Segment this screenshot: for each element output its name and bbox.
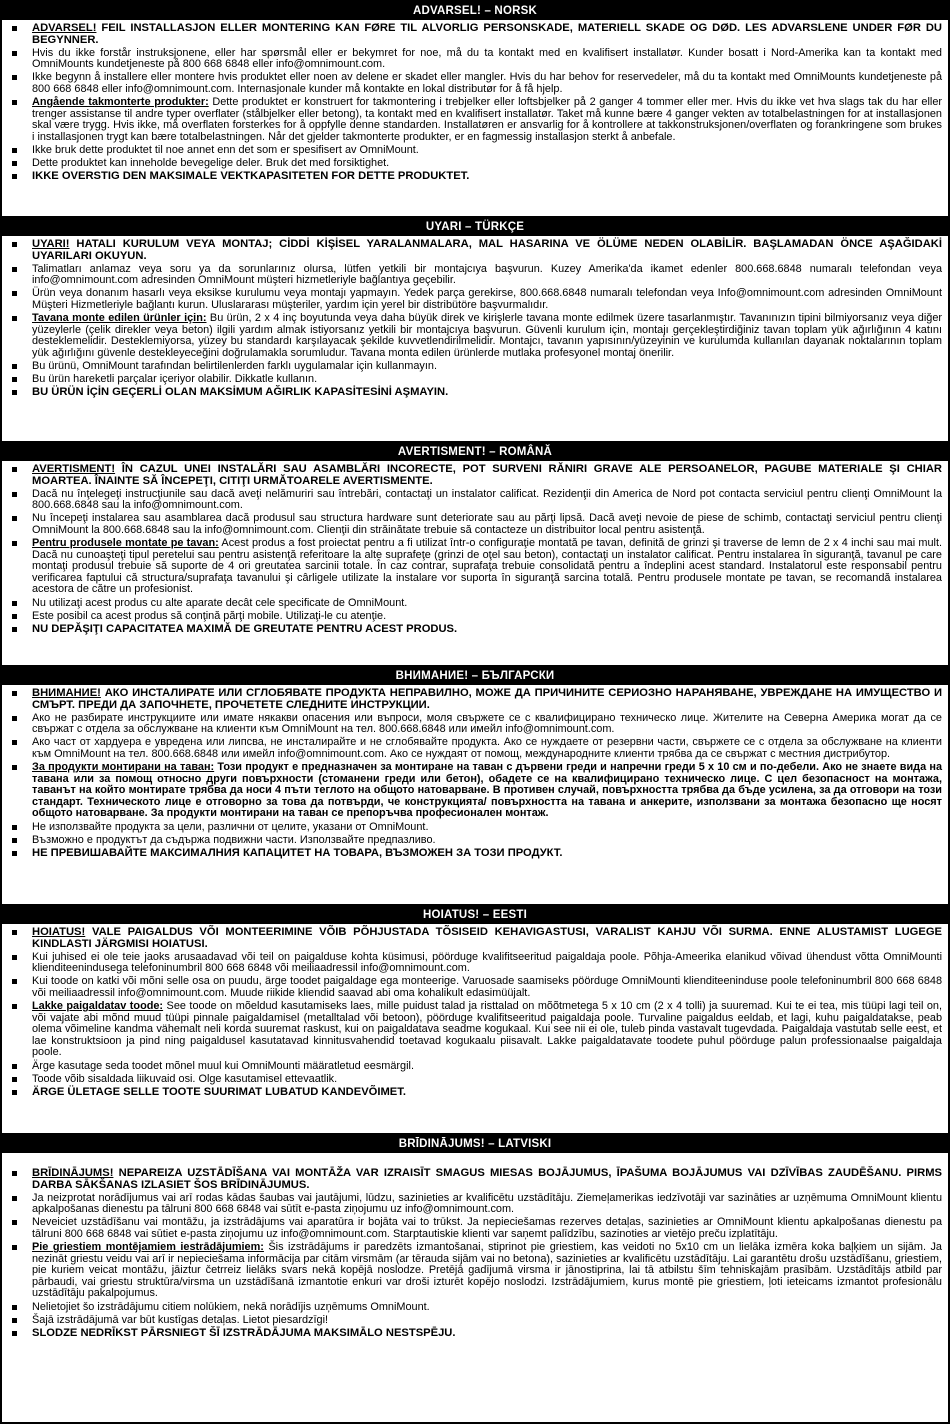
section-header: AVERTISMENT! – ROMÂNĂ [2,443,948,461]
bullet-icon [12,691,17,696]
warning-item [6,1001,942,1059]
item-text: See toode on mõeldud kasutamiseks laes, mille puidust talad ja risttalad on mõõtmetega 5 x 10 cm (2 x 4 tolli) ja suuremad. Kui te ei tea, mis tüüpi lagi teil on, või vajate abi mõnd muud tüüpi pinnale paigaldamisel (metalltalad või betoon), pöörduge kvalifitseeritud paigaldaja poole. Turvaline paigaldus eeldab, et lagi, kuhu paigaldatakse, peab olema võimeline kandma vähemalt neli korda suuremat raskust, kui on paigaldatava seadme kogukaal. Kui see nii ei ole, tuleb pinda vastavalt tugevdada. Paigaldaja vastutab selle eest, et lae konstruktsioon ja pind ning paigaldusel kasutatavad kinnitusvahendid toetavad kogukaalu piisavalt. Lakke paigaldatavate toodete puhul pöörduge palun professionaalse paigaldaja poole. [32,1000,942,1059]
item-lead: AVERTISMENT! [32,463,116,475]
item-text: HATALI KURULUM VEYA MONTAJ; CİDDİ KİŞİSEL YARALANMALARA, MAL HASARINA VE ÖLÜME NEDEN OLABİLİR. BAŞLAMADAN ÖNCE AŞAĞIDAKİ UYARILARI OKUYUN. [32,238,942,262]
warning-item [6,288,942,311]
item-lead: UYARI! [32,238,70,250]
item-text: Este posibil ca acest produs să conţină părţi mobile. Utilizaţi-le cu atenţie. [32,609,387,622]
bullet-icon [12,541,17,546]
warning-item [6,361,942,373]
spacer [2,1153,948,1165]
bullet-icon [12,627,17,632]
warning-item [6,927,942,950]
warning-item [6,1302,942,1314]
section-header: HOIATUS! – EESTI [2,906,948,924]
bullet-icon [12,765,17,770]
warning-item [6,1217,942,1240]
section-eesti [2,906,948,1135]
item-text: Ikke begynn å installere eller montere hvis produktet eller noen av delene er skadet eller mangler. Hvis du har behov for reservedeler, må du ta kontakt med OmniMounts kundetjeneste på 800 668 6848 eller info@omnimount.com. Internasjonale kunder må kontakte en lokal distributør for å få hjelp. [32,71,942,95]
warning-item [6,513,942,536]
warning-item [6,822,942,834]
item-text: Dette produktet kan inneholde bevegelige deler. Bruk det med forsiktighet. [32,157,390,170]
bullet-icon [12,467,17,472]
item-text: IKKE OVERSTIG DEN MAKSIMALE VEKTKAPASITETEN FOR DETTE PRODUKTET. [32,170,470,183]
warning-list [2,461,948,639]
warning-item [6,611,942,623]
bullet-icon [12,1220,17,1225]
item-text: Toode võib sisaldada liikuvaid osi. Olge kasutamisel ettevaatlik. [32,1072,338,1085]
section-turkce [2,218,948,443]
item-lead: BRĪDINĀJUMS! [32,1167,114,1179]
warning-item [6,264,942,287]
bullet-icon [12,100,17,105]
warning-list [2,924,948,1102]
warning-item [6,23,942,46]
bullet-icon [12,161,17,166]
warning-item [6,1328,942,1340]
item-text: Ja neizprotat norādījumus vai arī rodas kādas šaubas vai jautājumi, lūdzu, sazinieties ar kvalificētu uzstādītāju. Ziemeļamerikas iedzīvotāji var sazināties ar uzņēmuma OmniMount klientu apkalpošanas dienestu pa tālruni 800 668 6848 vai sūtīt e-pasta ziņojumu uz info@omnimount.com. [32,1191,942,1216]
bullet-icon [12,955,17,960]
item-text: Acest produs a fost proiectat pentru a fi utilizat într-o configuraţie montată pe tavan, definită de grinzi şi traverse de lemn de 2 x 4 inchi sau mai mult. Dacă nu cunoaşteţi tipul peretelui sau pentru asistenţă referitoare la alte suprafeţe (grinzi de oţel sau beton), contactaţi un instalator calificat. Pentru instalarea în siguranţă, tavanul pe care montaţi produsul trebuie să suporte de 4 ori greutatea sarcinii totale. În caz contrar, suprafaţa trebuie consolidată pentru a îndeplini acest standard. Instalatorul este responsabil pentru verificarea faptului că structura/suprafaţa tavanului şi cârligele utilizate la instalare vor suporta în siguranţă sarcina totală. Pentru produsele montate pe tavan, se recomandă instalarea acestora de către un profesionist. [32,537,942,596]
warning-item [6,737,942,760]
bullet-icon [12,838,17,843]
item-text: SLODZE NEDRĪKST PĀRSNIEGT ŠĪ IZSTRĀDĀJUMA MAKSIMĀLO NESTSPĒJU. [32,1326,456,1339]
item-text: Šis izstrādājums ir paredzēts izmantošanai, stiprinot pie griestiem, kas veidoti no 5x10 cm un lielāka izmēra koka baļķiem un sijām. Ja nezināt griestu veidu vai arī ir nepieciešama informācija par citām virsmām (ar tēraudа sijām vai no betona), sazinieties ar kvalificētu uzstādītāju. Lai garantētu drošu uzstādīšanu, griestiem, pie kuriem veicat montāžu, jāiztur četrreiz lielāks svars nekā kopējā noslodze. Pretējā gadījumā virsma ir jānostiprina, lai tā atbilstu šīm tehniskajām prasībām. Uzstādītājs atbild par pārbaudi, vai griestu struktūra/virsma un uzstādīšanā izmantotie enkuri var droši izturēt kopējo noslodzi. Izstrādājumiem, kurus montē pie griestiem, ļoti ieteicams izmantot profesionālu uzstādītāju pakalpojumus. [32,1241,942,1300]
bullet-icon [12,516,17,521]
warning-item [6,1074,942,1086]
bullet-icon [12,601,17,606]
item-text: Ärge kasutage seda toodet mõnel muul kui OmniMounti määratletud eesmärgil. [32,1059,414,1072]
warning-item [6,713,942,736]
warning-list [2,20,948,186]
bullet-icon [12,740,17,745]
bullet-icon [12,267,17,272]
warning-list [2,236,948,402]
bullet-icon [12,1245,17,1250]
warning-item [6,239,942,262]
section-header: BRĪDINĀJUMS! – LATVISKI [2,1135,948,1153]
bullet-icon [12,614,17,619]
warning-item [6,171,942,183]
item-text: Dette produktet er konstruert for takmontering i trebjelker eller loftsbjelker på 2 ganger 4 tommer eller mer. Hvis du ikke vet hva slags tak du har eller trenger assistanse til andre typer overflater (stålbjelker eller betong), ta kontakt med en kvalifisert installatør. Taket må kunne bære 4 ganger vekten av totalbelastningen for at installasjonen skal være trygg. Hvis ikke, må overflaten forsterkes for å oppfylle denne standarden. Installatøren er ansvarlig for å kontrollere at takkonstruksjonen/overflaten og forankringene som brukes i installasjonen trygt kan bære totalbelastningen. Når det gjelder takmonterte produkter, er en fagmessig installasjon sterkt å anbefale. [32,96,943,143]
item-text: Talimatları anlamaz veya soru ya da sorunlarınız olursa, lütfen yetkili bir montajcıya başvurun. Kuzey Amerika'da ikamet edenler 800.668.6848 numaralı telefondan veya info@omnimount.com adresinden OmniMount müşteri hizmetleriyle bağlantıya geçebilir. [32,262,942,287]
warning-item [6,72,942,95]
warning-item [6,1242,942,1300]
warning-item [6,848,942,860]
bullet-icon [12,930,17,935]
warning-list [2,685,948,863]
bullet-icon [12,51,17,56]
item-text: Bu ürün, 2 x 4 inç boyutunda veya daha büyük direk ve kirişlerle tavana monte edilmek üzere tasarlanmıştır. Tavanınızın tipini bilmiyorsanız veya diğer yüzeylerle (çelik direkler veya beton) ilgili yardım almak istiyorsanız yetkili bir montajcıya başvurun. Güvenli kurulum için, montajı gerçekleştirdiğiniz tavan toplam yük ağırlığının 4 katını desteklemelidir. Desteklemiyorsa, yüzey bu standardı karşılayacak şekilde kuvvetlendirilmelidir. Montajcı, tavanın yapısının/yüzeyinin ve kurulumda kullanılan dayanak noktalarının toplam yük ağırlığını güvenle destekleyeceğini doğrulamakla sorumludur. Tavana monta edilen ürünlerde mutlaka profesyonel montaj önerilir. [32,312,943,359]
item-lead: ADVARSEL! [32,22,97,34]
item-text: Не използвайте продукта за цели, различни от целите, указани от OmniMount. [32,820,429,833]
warning-item [6,835,942,847]
bullet-icon [12,851,17,856]
warning-item [6,489,942,512]
bullet-icon [12,75,17,80]
warning-item [6,762,942,820]
warning-item [6,48,942,71]
warning-item [6,313,942,359]
item-text: NU DEPĂŞIŢI CAPACITATEA MAXIMĂ DE GREUTATE PENTRU ACEST PRODUS. [32,622,458,635]
section-header: UYARI – TÜRKÇE [2,218,948,236]
item-text: АКО ИНСТАЛИРАТЕ ИЛИ СГЛОБЯВАТЕ ПРОДУКТА НЕПРАВИЛНО, МОЖЕ ДА ПРИЧИНИТЕ СЕРИОЗНО НАРАНЯВАНЕ, УВРЕЖДАНЕ НА ИМУЩЕСТВО И СМЪРТ. ПРЕДИ ДА ЗАПОЧНЕТЕ, ПРОЧЕТЕТЕ СЛЕДНИТЕ ИНСТРУКЦИИ. [32,687,942,711]
bullet-icon [12,1331,17,1336]
bullet-icon [12,1318,17,1323]
item-text: NEPAREIZA UZSTĀDĪŠANA VAI MONTĀŽA VAR IZRAISĪT SMAGUS MIESAS BOJĀJUMUS, ĪPAŠUMA BOJĀJUMUS VAI DZĪVĪBAS ZAUDĒŠANU. PIRMS DARBA SĀKŠANAS IZLASIET ŠOS BRĪDINĀJUMUS. [32,1167,942,1191]
item-text: Bu ürünü, OmniMount tarafından belirtilenlerden farklı uygulamalar için kullanmayın. [32,359,437,372]
warning-list [2,1165,948,1343]
bullet-icon [12,364,17,369]
item-text: Dacă nu înţelegeţi instrucţiunile sau dacă aveţi nelămuriri sau întrebări, contactaţi un instalator calificat. Rezidenţii din America de Nord pot contacta serviciul pentru clienţi OmniMount la 800.668.6848 sau la info@omnimount.com. [32,487,942,512]
item-text: Neveiciet uzstādīšanu vai montāžu, ja izstrādājums vai aparatūra ir bojāta vai to trūkst. Ja nepieciešamas rezerves detaļas, sazinieties ar OmniMount klientu apkalpošanas dienestu pa tālruni 800 668 6848 vai sūtiet e-pasta ziņojumu uz info@omnimount.com. Starptautiskie klienti var saņemt palīdzību, sazinoties ar vietējo preču izplatītāju. [32,1216,942,1240]
bullet-icon [12,316,17,321]
item-lead: Pie griestiem montējamiem iestrādājumiem: [32,1241,264,1254]
item-text: BU ÜRÜN İÇİN GEÇERLİ OLAN MAKSİMUM AĞIRLIK KAPASİTESİNİ AŞMAYIN. [32,386,449,399]
item-text: Този продукт е предназначен за монтиране на таван с дървени греди и напречни греди 5 х 10 см и по-дебели. Ако не знаете вида на тавана или за помощ относно други повърхности (стоманени греди или бетон), обадете се на квалифицирано техническо лице. С цел безопасност на монтажа, таванът на който монтирате трябва да носи 4 пъти теглото на общото натоварване. В противен случай, повърхността трябва да бъде усилена, за да отговори на този стандарт. Техническото лице е отговорно за това да потвърди, че конструкцията/ повърхността на тавана и анкерите, използвани за монтажа безопасно ще носят общото натоварване. За продукти монтирани на таван се препоръчва професионален монтаж. [32,761,943,820]
warning-item [6,1193,942,1216]
item-text: Ако част от хардуера е увредена или липсва, не инсталирайте и не сглобявайте продукта. Ако се нуждаете от резервни части, свържете се с отдела за обслужване на клиенти към OmniMount на тел. 800.668.6848 или имейл info@omnimount.com. Ако се нуждаят от помощ, международните клиенти трябва да се свържат с местния дистрибутор. [32,736,942,760]
bullet-icon [12,148,17,153]
bullet-icon [12,377,17,382]
bullet-icon [12,1004,17,1009]
item-text: Bu ürün hareketli parçalar içeriyor olabilir. Dikkatle kullanın. [32,373,318,386]
item-lead: Lakke paigaldatav toode: [32,1000,164,1013]
bullet-icon [12,26,17,31]
warning-item [6,1061,942,1073]
warning-item [6,688,942,711]
section-bulgarski [2,667,948,906]
warning-item [6,1315,942,1327]
section-header: ADVARSEL! – NORSK [2,2,948,20]
item-text: Nu începeţi instalarea sau asamblarea dacă produsul sau structura hardware sunt deteriorate sau au părţi lipsă. Dacă aveţi nevoie de piese de schimb, contactaţi serviciul pentru clienţi OmniMount la 800.668.6848 sau la info@omnimount.com. Clienţii din străinătate trebuie să contacteze un distribuitor local pentru asistenţă. [32,512,942,536]
item-text: Kui toode on katki või mõni selle osa on puudu, ärge toodet paigaldage ega monteerige. Varuosade saamiseks pöörduge OmniMounti klienditeeninduse poole telefoninumbril 800 668 6848 või meiliaadressil info@omnimount.com. Muude riikide kliendid saavad abi oma kohalikult edasimüüjalt. [32,975,942,999]
item-text: Ikke bruk dette produktet til noe annet enn det som er spesifisert av OmniMount. [32,143,419,156]
bullet-icon [12,291,17,296]
item-text: Hvis du ikke forstår instruksjonene, eller har spørsmål eller er bekymret for noe, må du ta kontakt med en kvalifisert installatør. Kunder bosatt i Nord-Amerika kan ta kontakt med OmniMounts kundetjeneste på 800 668 6848 eller info@omnimount.com. [32,46,942,71]
bullet-icon [12,1171,17,1176]
warning-item [6,1087,942,1099]
bullet-icon [12,390,17,395]
item-text: ÎN CAZUL UNEI INSTALĂRI SAU ASAMBLĂRI INCORECTE, POT SURVENI RĂNIRI GRAVE ALE PERSOANELOR, PAGUBE MATERIALE ŞI CHIAR MOARTEA. ÎNAINTE SĂ ÎNCEPEŢI, CITIŢI URMĂTOARELE AVERTISMENTE. [32,463,942,487]
item-lead: HOIATUS! [32,926,86,938]
bullet-icon [12,1077,17,1082]
warning-item [6,374,942,386]
warning-item [6,1168,942,1191]
section-header: ВНИМАНИЕ! – БЪЛГАРСКИ [2,667,948,685]
bullet-icon [12,1305,17,1310]
warning-item [6,538,942,596]
warning-item [6,158,942,170]
item-text: Възможно е продуктът да съдържа подвижни части. Използвайте предпазливо. [32,833,436,846]
bullet-icon [12,1064,17,1069]
item-text: Šajā izstrādājumā var būt kustīgas detaļas. Lietot piesardzīgi! [32,1313,329,1326]
item-lead: ВНИМАНИЕ! [32,687,101,699]
bullet-icon [12,174,17,179]
section-latviski [2,1135,948,1422]
warning-item [6,976,942,999]
item-text: ÄRGE ÜLETAGE SELLE TOOTE SUURIMAT LUBATUD KANDEVÕIMET. [32,1085,406,1098]
warning-item [6,97,942,143]
item-text: Nu utilizaţi acest produs cu alte aparate decât cele specificate de OmniMount. [32,596,408,609]
warning-item [6,598,942,610]
item-text: Ürün veya donanım hasarlı veya eksikse kurulumu veya montajı yapmayın. Yedek parça gerekirse, 800.668.6848 numaralı telefondan veya Info@omnimount.com adresinden OmniMount Müşteri Hizmetleriyle bağlantı kurun. Uluslararası müşteriler, yardım için yerel bir distribütöre başvurmalıdır. [32,287,942,311]
warning-item [6,464,942,487]
item-text: НЕ ПРЕВИШАВАЙТЕ МАКСИМАЛНИЯ КАПАЦИТЕТ НА ТОВАРА, ВЪЗМОЖЕН ЗА ТОЗИ ПРОДУКТ. [32,846,563,859]
item-lead: Tavana monte edilen ürünler için: [32,312,207,325]
warning-item [6,145,942,157]
item-text: FEIL INSTALLASJON ELLER MONTERING KAN FØRE TIL ALVORLIG PERSONSKADE, MATERIELL SKADE OG DØD. LES ADVARSLENE UNDER FØR DU BEGYNNER. [32,22,942,46]
warning-item [6,387,942,399]
item-text: VALE PAIGALDUS VÕI MONTEERIMINE VÕIB PÕHJUSTADA TÕSISEID KEHAVIGASTUSI, VARALIST KAHJU VÕI SURMA. ENNE ALUSTAMIST LUGEGE KINDLASTI JÄRGMISI HOIATUSI. [32,926,942,950]
warning-item [6,624,942,636]
bullet-icon [12,1090,17,1095]
bullet-icon [12,716,17,721]
bullet-icon [12,979,17,984]
bullet-icon [12,825,17,830]
item-lead: Pentru produsele montate pe tavan: [32,537,219,550]
bullet-icon [12,1196,17,1201]
bullet-icon [12,242,17,247]
section-romana [2,443,948,667]
item-lead: За продукти монтирани на таван: [32,761,215,774]
item-text: Nelietojiet šo izstrādājumu citiem nolūkiem, nekā norādījis uzņēmums OmniMount. [32,1300,430,1313]
warning-item [6,952,942,975]
bullet-icon [12,492,17,497]
item-text: Kui juhised ei ole teie jaoks arusaadavad või teil on paigalduse kohta küsimusi, pöörduge kvalifitseeritud paigaldaja poole. Põhja-Ameerika elanikud võivad ühendust võtta OmniMounti klienditeenindusega telefoninumbril 800 668 6848 või meiliaadressil info@omnimount.com. [32,950,942,975]
item-text: Ако не разбирате инструкциите или имате някакви опасения или въпроси, моля свържете се с квалифицирано техническо лице. Жителите на Северна Америка могат да се свържат с отдела за обслужване на клиенти към OmniMount на тел. 800.668.6848 или имейл info@omnimount.com. [32,711,942,736]
item-lead: Angående takmonterte produkter: [32,96,209,109]
section-norsk [2,2,948,218]
